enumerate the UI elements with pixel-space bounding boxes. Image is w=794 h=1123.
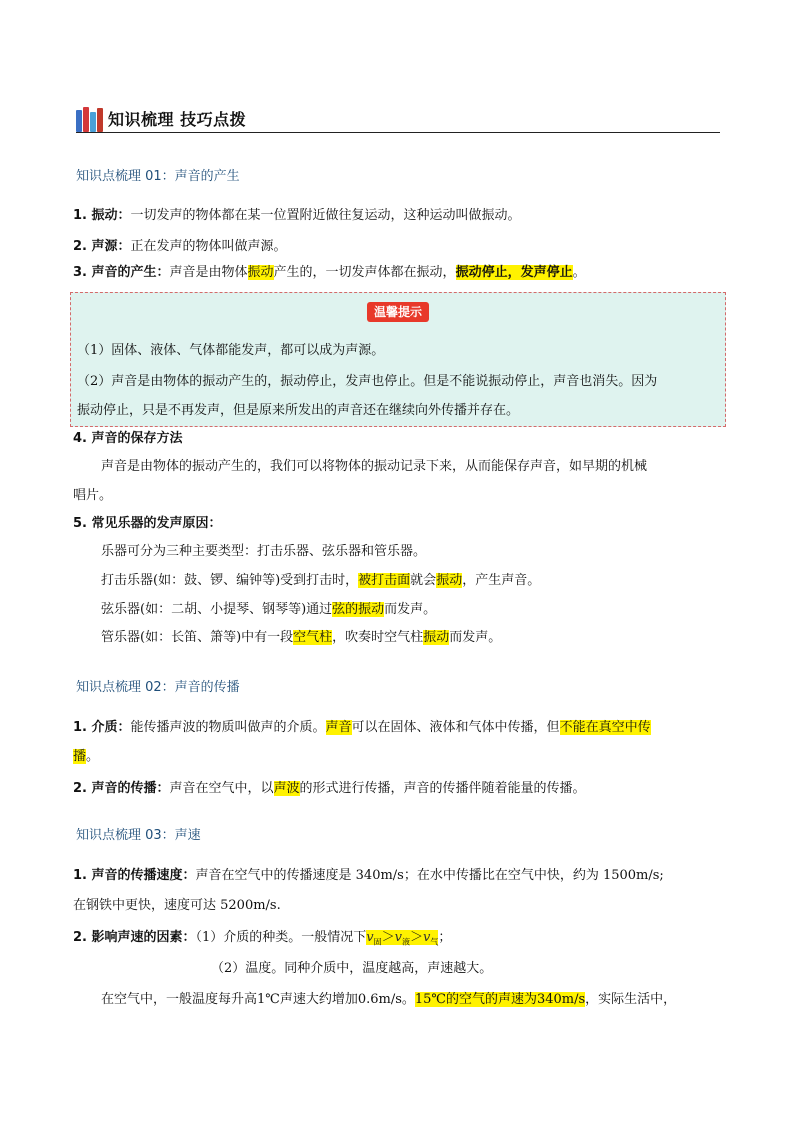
paragraph-speed: 1. 声音的传播速度：声音在空气中的传播速度是 340m/s；在水中传播比在空气中快，约为 1500m/s;	[73, 868, 664, 883]
paragraph-air-speed: 在空气中，一般温度每升高1℃声速大约增加0.6m/s。15℃的空气的声速为340m/s，实际生活中，	[101, 992, 677, 1007]
paragraph-medium: 1. 介质：能传播声波的物质叫做声的介质。声音可以在固体、液体和气体中传播，但不能在真空中传	[73, 720, 651, 735]
paragraph-vibration: 1. 振动：一切发声的物体都在某一位置附近做往复运动，这种运动叫做振动。	[73, 208, 521, 223]
paragraph-sound-production: 3. 声音的产生：声音是由物体振动产生的，一切发声体都在振动，振动停止，发声停止。	[73, 265, 586, 280]
heading-sound-storage: 4. 声音的保存方法	[73, 431, 183, 446]
paragraph-strings: 弦乐器(如：二胡、小提琴、钢琴等)通过弦的振动而发声。	[101, 602, 437, 617]
section-title-03: 知识点梳理 03：声速	[76, 828, 201, 843]
paragraph-speed-cont: 在钢铁中更快，速度可达 5200m/s.	[73, 898, 281, 913]
paragraph-percussion: 打击乐器(如：鼓、锣、编钟等)受到打击时，被打击面就会振动，产生声音。	[101, 573, 541, 588]
tip-line-2: （2）声音是由物体的振动产生的，振动停止，发声也停止。但是不能说振动停止，声音也消失。因为	[77, 374, 658, 389]
paragraph-medium-cont: 播。	[73, 749, 100, 764]
tip-line-1: （1）固体、液体、气体都能发声，都可以成为声源。	[77, 343, 385, 358]
tip-badge: 温馨提示	[367, 302, 429, 322]
tip-line-3: 振动停止，只是不再发声，但是原来所发出的声音还在继续向外传播并存在。	[77, 403, 520, 418]
paragraph-instrument-types: 乐器可分为三种主要类型：打击乐器、弦乐器和管乐器。	[101, 544, 427, 559]
paragraph-sound-source: 2. 声源：正在发声的物体叫做声源。	[73, 239, 287, 254]
tip-box	[70, 292, 726, 427]
section-title-01: 知识点梳理 01：声音的产生	[76, 169, 240, 184]
paragraph-wind: 管乐器(如：长笛、箫等)中有一段空气柱，吹奏时空气柱振动而发声。	[101, 630, 502, 645]
section-title-02: 知识点梳理 02：声音的传播	[76, 680, 240, 695]
paragraph-storage-1: 声音是由物体的振动产生的，我们可以将物体的振动记录下来，从而能保存声音，如早期的机械	[101, 459, 648, 474]
paragraph-propagation: 2. 声音的传播：声音在空气中，以声波的形式进行传播，声音的传播伴随着能量的传播。	[73, 781, 586, 796]
books-icon	[76, 106, 104, 132]
paragraph-storage-2: 唱片。	[73, 488, 113, 503]
section-header	[76, 104, 720, 133]
paragraph-temperature: （2）温度。同种介质中，温度越高，声速越大。	[211, 961, 493, 976]
paragraph-factors: 2. 影响声速的因素：（1）介质的种类。一般情况下$v_固>v_液>v_气$；	[73, 930, 452, 947]
header-title: 知识梳理 技巧点拨	[108, 110, 247, 129]
heading-instruments: 5. 常见乐器的发声原因：	[73, 516, 222, 531]
